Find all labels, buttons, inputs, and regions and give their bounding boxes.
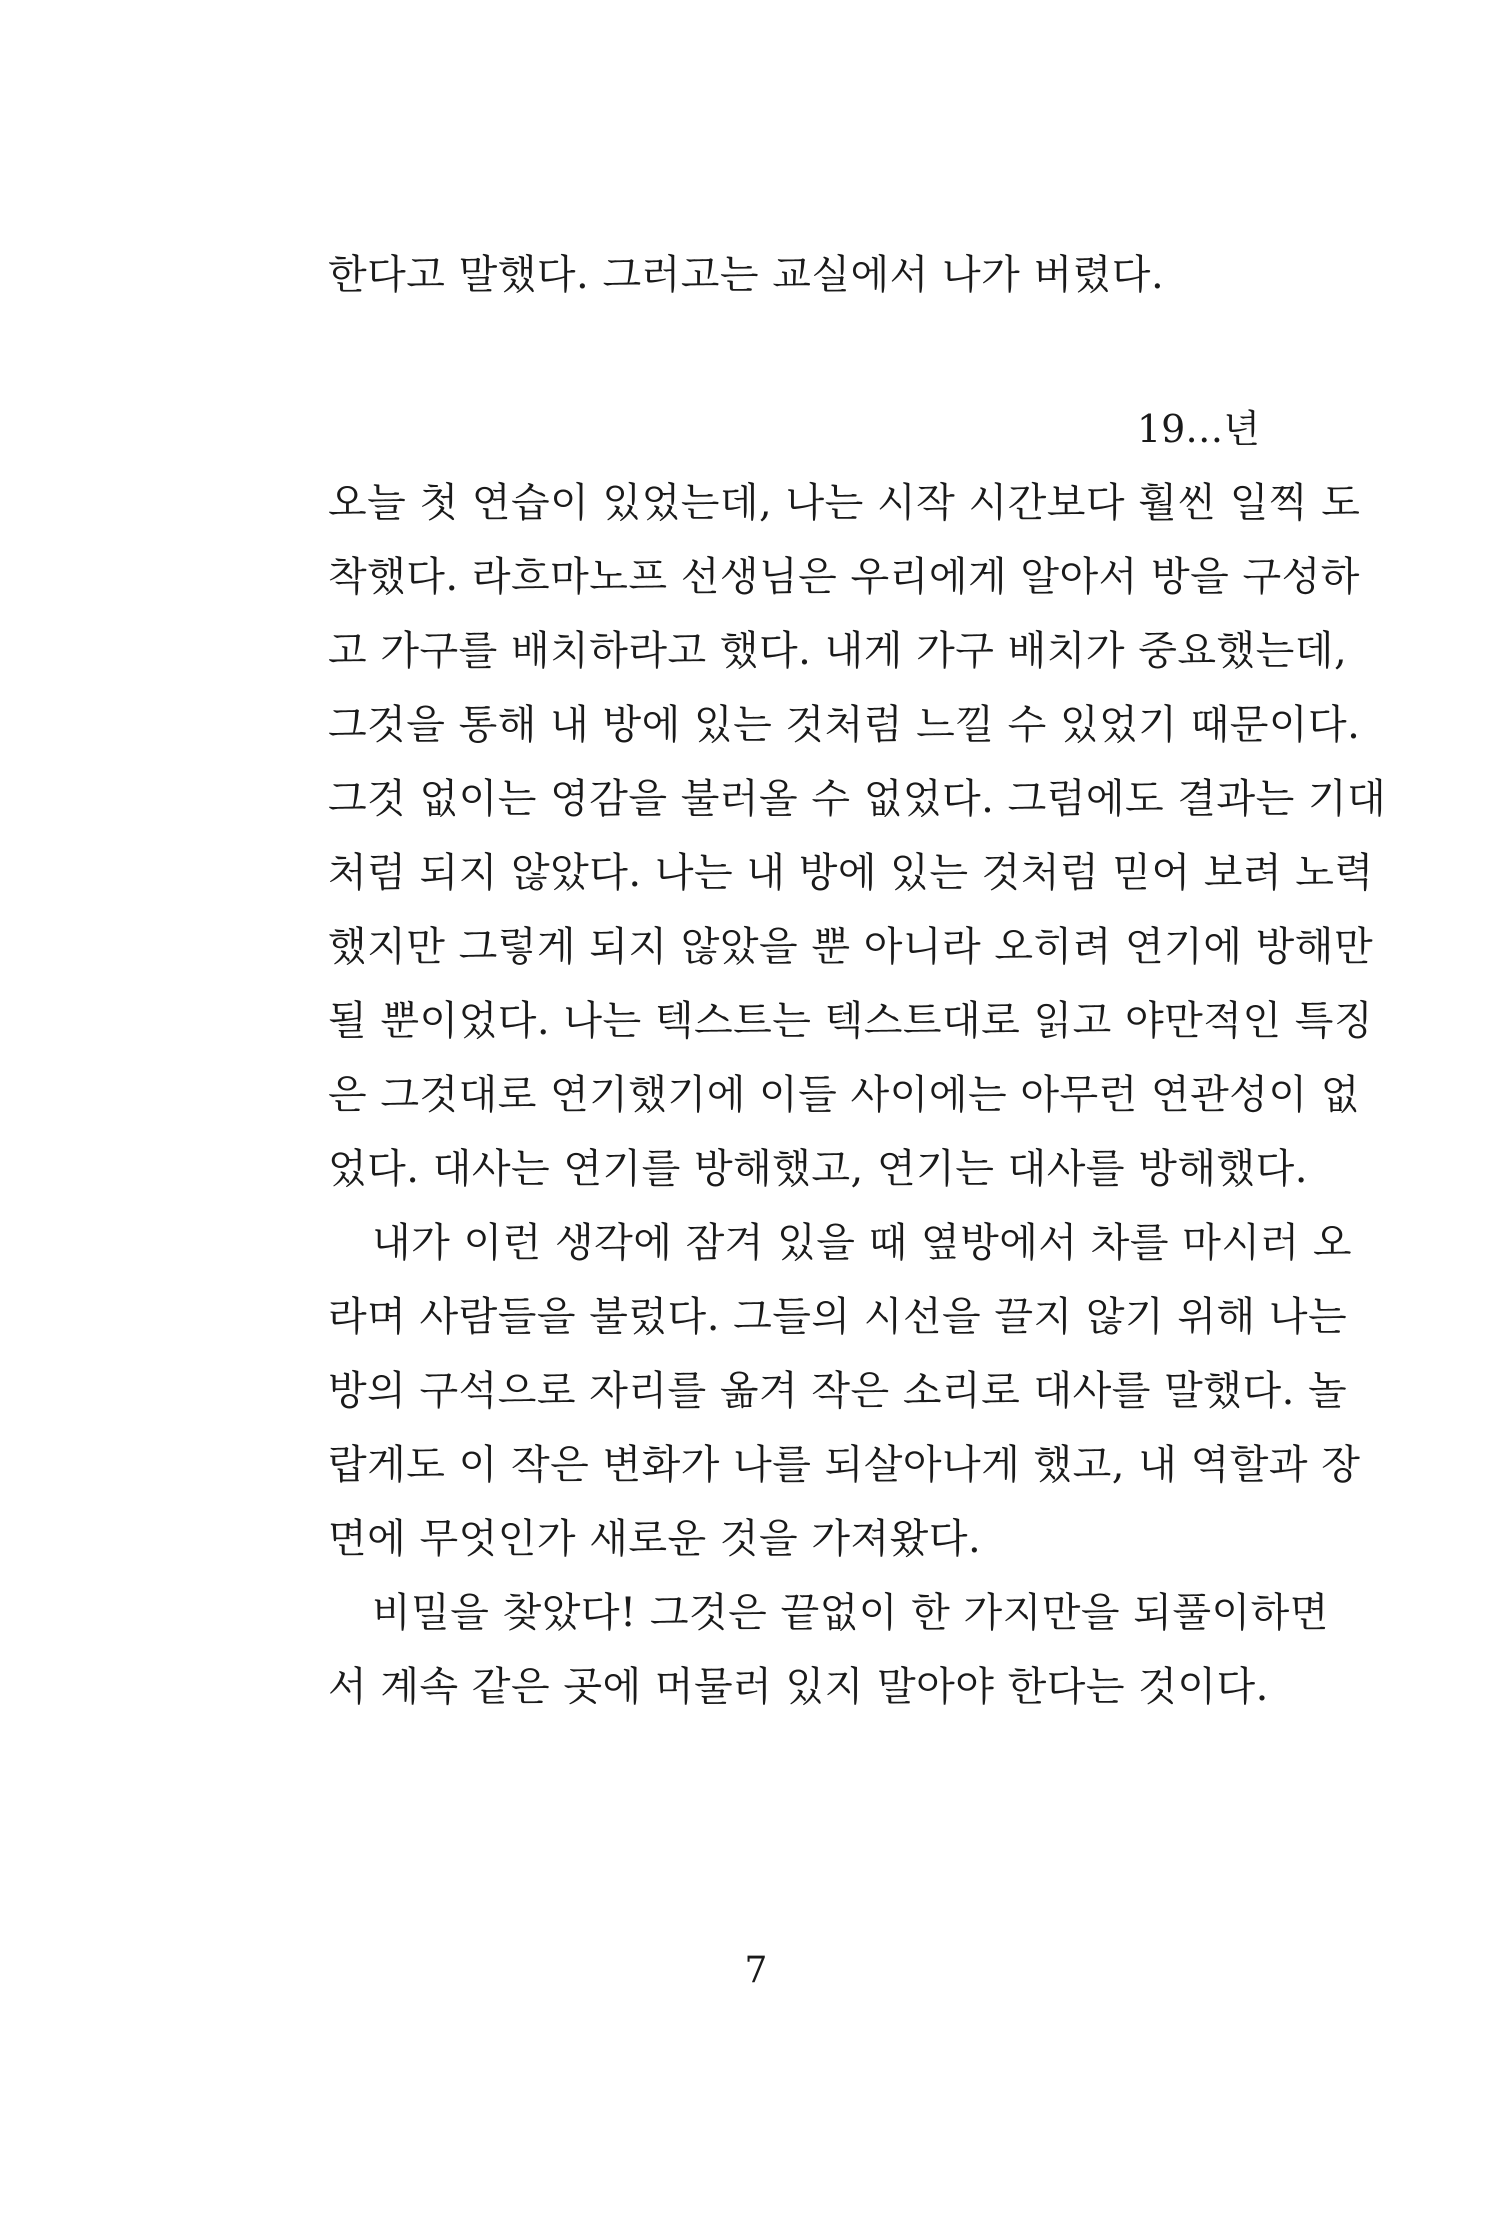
text-line: 은 그것대로 연기했기에 이들 사이에는 아무런 연관성이 없 (328, 1072, 1360, 1118)
text-line: 서 계속 같은 곳에 머물러 있지 말아야 한다는 것이다. (328, 1664, 1269, 1710)
text-line: 그것을 통해 내 방에 있는 것처럼 느낄 수 있었기 때문이다. (328, 702, 1361, 748)
text-line: 오늘 첫 연습이 있었는데, 나는 시작 시간보다 훨씬 일찍 도 (328, 480, 1361, 526)
entry-date: 19…년 (1136, 407, 1260, 451)
text-line: 라며 사람들을 불렀다. 그들의 시선을 끌지 않기 위해 나는 (328, 1294, 1348, 1340)
text-line: 착했다. 라흐마노프 선생님은 우리에게 알아서 방을 구성하 (328, 554, 1360, 600)
text-line: 한다고 말했다. 그러고는 교실에서 나가 버렸다. (328, 252, 1165, 298)
opening-paragraph (328, 238, 1260, 312)
text-line: 랍게도 이 작은 변화가 나를 되살아나게 했고, 내 역할과 장 (328, 1442, 1361, 1488)
text-line: 면에 무엇인가 새로운 것을 가져왔다. (328, 1516, 982, 1562)
text-line: 처럼 되지 않았다. 나는 내 방에 있는 것처럼 믿어 보려 노력 (328, 850, 1374, 896)
text-line: 었다. 대사는 연기를 방해했고, 연기는 대사를 방해했다. (328, 1146, 1309, 1192)
text-line: 내가 이런 생각에 잠겨 있을 때 옆방에서 차를 마시러 오 (372, 1220, 1353, 1266)
page-number: 7 (744, 1950, 768, 1991)
text-line: 고 가구를 배치하라고 했다. 내게 가구 배치가 중요했는데, (328, 628, 1348, 674)
text-line: 비밀을 찾았다! 그것은 끝없이 한 가지만을 되풀이하면 (372, 1590, 1329, 1636)
text-line: 될 뿐이었다. 나는 텍스트는 텍스트대로 읽고 야만적인 특징 (328, 998, 1374, 1044)
text-line: 방의 구석으로 자리를 옮겨 작은 소리로 대사를 말했다. 놀 (328, 1368, 1348, 1414)
diary-entry (328, 466, 1387, 1724)
text-line: 했지만 그렇게 되지 않았을 뿐 아니라 오히려 연기에 방해만 (328, 924, 1374, 970)
text-line: 그것 없이는 영감을 불러올 수 없었다. 그럼에도 결과는 기대 (328, 776, 1387, 822)
